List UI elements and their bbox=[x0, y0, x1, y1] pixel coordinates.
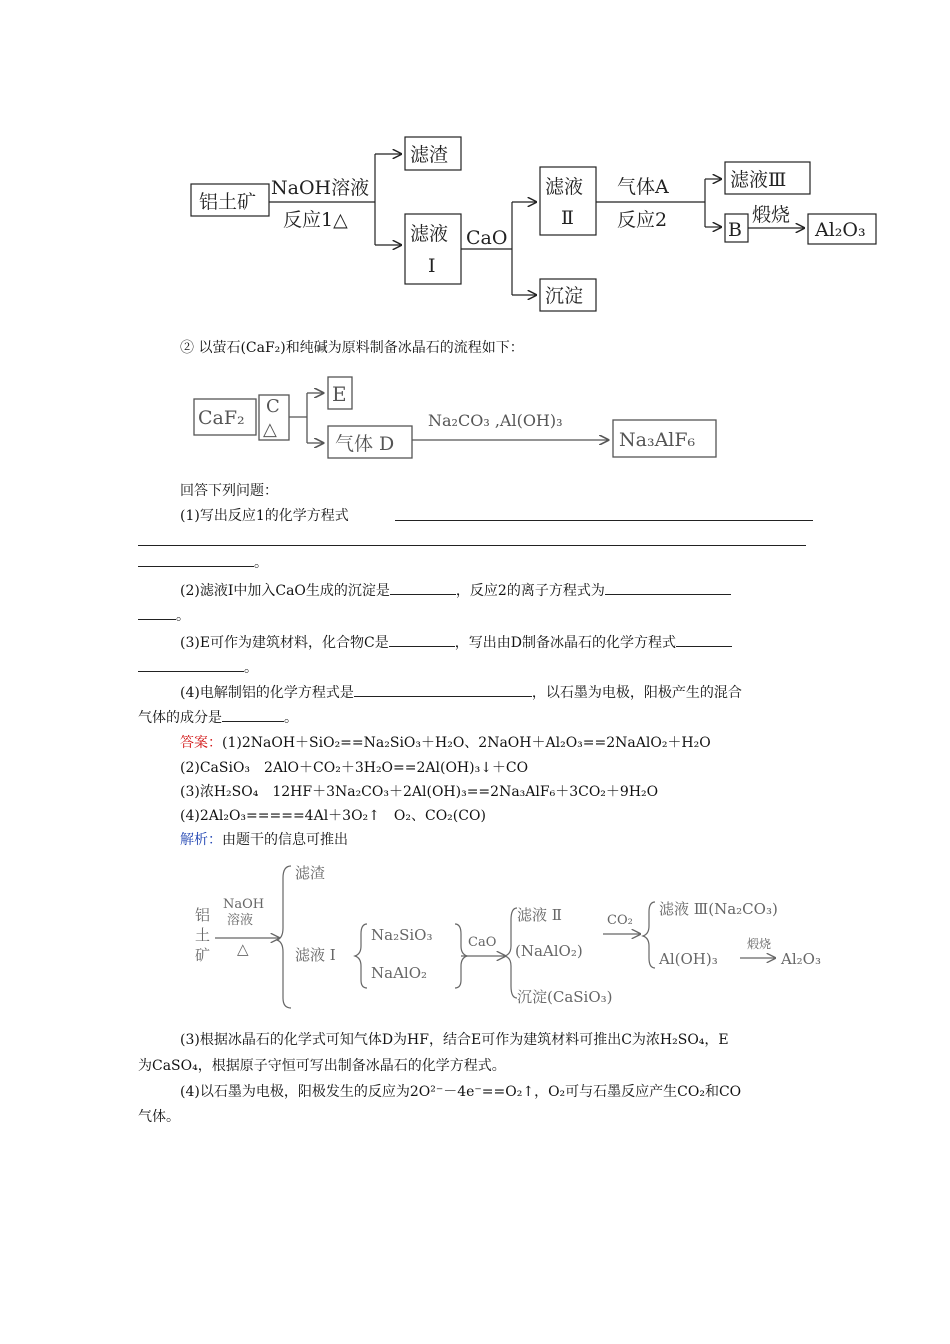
answer-label: 答案： bbox=[180, 735, 222, 751]
label-product: Na₃AlF₆ bbox=[619, 429, 696, 451]
analysis-label: 解析： bbox=[180, 832, 222, 848]
label-cao: CaO bbox=[466, 227, 508, 249]
label-reaction1: 反应1△ bbox=[283, 209, 348, 231]
question-3-end: 。 bbox=[244, 660, 258, 676]
label-reagents: Na₂CO₃ ,Al(OH)₃ bbox=[428, 411, 563, 430]
brace-1 bbox=[277, 866, 291, 1008]
question-2-end: 。 bbox=[176, 608, 190, 624]
question-2-text-b: ，反应2的离子方程式为 bbox=[455, 583, 605, 599]
label-filtrate2-a: 滤液 bbox=[545, 176, 584, 198]
question-2-text-a: (2)滤液Ⅰ中加入CaO生成的沉淀是 bbox=[180, 583, 390, 599]
question-4-tail bbox=[138, 707, 298, 728]
answer-blank-2b bbox=[605, 580, 731, 595]
question-1-end: 。 bbox=[254, 555, 268, 571]
analysis-3-a: (3)根据冰晶石的化学式可知气体D为HF，结合E可作为建筑材料可推出C为浓H₂SO₄，E bbox=[180, 1032, 729, 1048]
analysis-naoh-1: NaOH bbox=[223, 897, 265, 912]
analysis-co2: CO₂ bbox=[607, 913, 633, 928]
question-4-text-c: 气体的成分是 bbox=[138, 710, 222, 726]
label-filtrate1-a: 滤液 bbox=[410, 223, 449, 245]
analysis-filtrate1: 滤液 Ⅰ bbox=[295, 946, 336, 964]
brace-5 bbox=[643, 902, 655, 968]
answer-blank-2c bbox=[138, 605, 176, 620]
analysis-filtrate3: 滤液 Ⅲ(Na₂CO₃) bbox=[659, 900, 778, 918]
label-b: B bbox=[728, 219, 742, 241]
label-precipitate: 沉淀 bbox=[545, 285, 584, 307]
answer-blank-1a bbox=[395, 520, 813, 521]
answer-blank-3a bbox=[389, 632, 455, 647]
question-1 bbox=[180, 506, 349, 526]
question-3 bbox=[180, 632, 732, 653]
analysis-naalo2-paren: (NaAlO₂) bbox=[515, 942, 583, 960]
flow-diagram-3 bbox=[185, 858, 845, 1016]
answer-4: (4)2Al₂O₃=====4Al＋3O₂↑ O₂、CO₂(CO) bbox=[180, 808, 486, 824]
question-4-end: 。 bbox=[284, 710, 298, 726]
analysis-filtrate2: 滤液 Ⅱ bbox=[517, 906, 562, 924]
question-1-text: (1)写出反应1的化学方程式 bbox=[180, 508, 349, 524]
answer-blank-3c bbox=[138, 657, 244, 672]
analysis-bauxite-1: 铝 bbox=[195, 906, 211, 924]
analysis-bauxite-2: 土 bbox=[195, 926, 211, 944]
question-1-tail bbox=[138, 552, 268, 573]
label-bauxite: 铝土矿 bbox=[199, 191, 257, 213]
label-gas-a: 气体A bbox=[617, 176, 669, 198]
analysis-4-b: 气体。 bbox=[138, 1109, 180, 1125]
label-calcine: 煅烧 bbox=[752, 204, 791, 226]
question-3-text-a: (3)E可作为建筑材料，化合物C是 bbox=[180, 635, 389, 651]
label-reaction2: 反应2 bbox=[617, 209, 668, 231]
label-filtrate3: 滤液Ⅲ bbox=[730, 169, 787, 191]
answer-blank-3b bbox=[676, 632, 732, 647]
answer-blank-1c bbox=[138, 552, 254, 567]
brace-2 bbox=[355, 924, 367, 988]
question-4-text-a: (4)电解制铝的化学方程式是 bbox=[180, 685, 354, 701]
analysis-bauxite-3: 矿 bbox=[195, 946, 211, 964]
analysis-naalo2: NaAlO₂ bbox=[371, 964, 428, 982]
question-4-text-b: ，以石墨为电极，阳极产生的混合 bbox=[531, 685, 742, 701]
analysis-cao: CaO bbox=[468, 935, 497, 950]
answer-1: (1)2NaOH＋SiO₂==Na₂SiO₃＋H₂O、2NaOH＋Al₂O₃==2NaAlO₂＋H₂O bbox=[222, 735, 711, 751]
analysis-line bbox=[180, 830, 348, 850]
analysis-naoh-2: 溶液 bbox=[227, 913, 254, 928]
label-filtrate2-b: Ⅱ bbox=[561, 207, 574, 229]
analysis-delta: △ bbox=[237, 940, 249, 958]
answer-line-1 bbox=[180, 733, 711, 753]
analysis-4-a: (4)以石墨为电极，阳极发生的反应为2O²⁻－4e⁻==O₂↑，O₂可与石墨反应产生CO₂和CO bbox=[180, 1084, 742, 1100]
flow-diagram-1 bbox=[185, 130, 885, 320]
analysis-3-b: 为CaSO₄，根据原子守恒可写出制备冰晶石的化学方程式。 bbox=[138, 1058, 506, 1074]
question-2 bbox=[180, 580, 731, 601]
question-2-tail bbox=[138, 605, 190, 626]
label-delta: △ bbox=[263, 419, 277, 440]
label-residue: 滤渣 bbox=[410, 144, 449, 166]
question-4 bbox=[180, 682, 742, 703]
analysis-intro: 由题干的信息可推出 bbox=[222, 832, 348, 848]
analysis-calcine: 煅烧 bbox=[747, 937, 772, 951]
flow-diagram-2 bbox=[185, 368, 735, 468]
question-3-text-b: ，写出由D制备冰晶石的化学方程式 bbox=[454, 635, 676, 651]
analysis-na2sio3: Na₂SiO₃ bbox=[371, 926, 433, 944]
label-caf2: CaF₂ bbox=[198, 407, 245, 429]
label-filtrate1-b: Ⅰ bbox=[428, 255, 436, 277]
answer-blank-4b bbox=[222, 707, 284, 722]
answer-blank-4a bbox=[354, 682, 532, 697]
answer-3: (3)浓H₂SO₄ 12HF＋3Na₂CO₃＋2Al(OH)₃==2Na₃AlF₆＋3CO₂＋9H₂O bbox=[180, 784, 659, 800]
answer-blank-2a bbox=[390, 580, 456, 595]
analysis-precipitate: 沉淀(CaSiO₃) bbox=[517, 988, 613, 1006]
label-c: C bbox=[266, 396, 280, 417]
analysis-residue: 滤渣 bbox=[295, 864, 326, 882]
label-al2o3: Al₂O₃ bbox=[815, 219, 866, 241]
label-e: E bbox=[332, 382, 347, 406]
label-naoh-solution: NaOH溶液 bbox=[271, 177, 370, 199]
analysis-aloh3: Al(OH)₃ bbox=[659, 950, 718, 968]
questions-heading: 回答下列问题： bbox=[180, 483, 278, 499]
label-gas-d: 气体 D bbox=[335, 433, 395, 455]
question-3-tail bbox=[138, 657, 258, 678]
analysis-al2o3: Al₂O₃ bbox=[781, 950, 821, 968]
answer-2: (2)CaSiO₃ 2AlO＋CO₂＋3H₂O==2Al(OH)₃↓＋CO bbox=[180, 760, 529, 776]
answer-blank-1b bbox=[138, 545, 806, 546]
intro-2: ② 以萤石(CaF₂)和纯碱为原料制备冰晶石的流程如下： bbox=[180, 340, 524, 356]
